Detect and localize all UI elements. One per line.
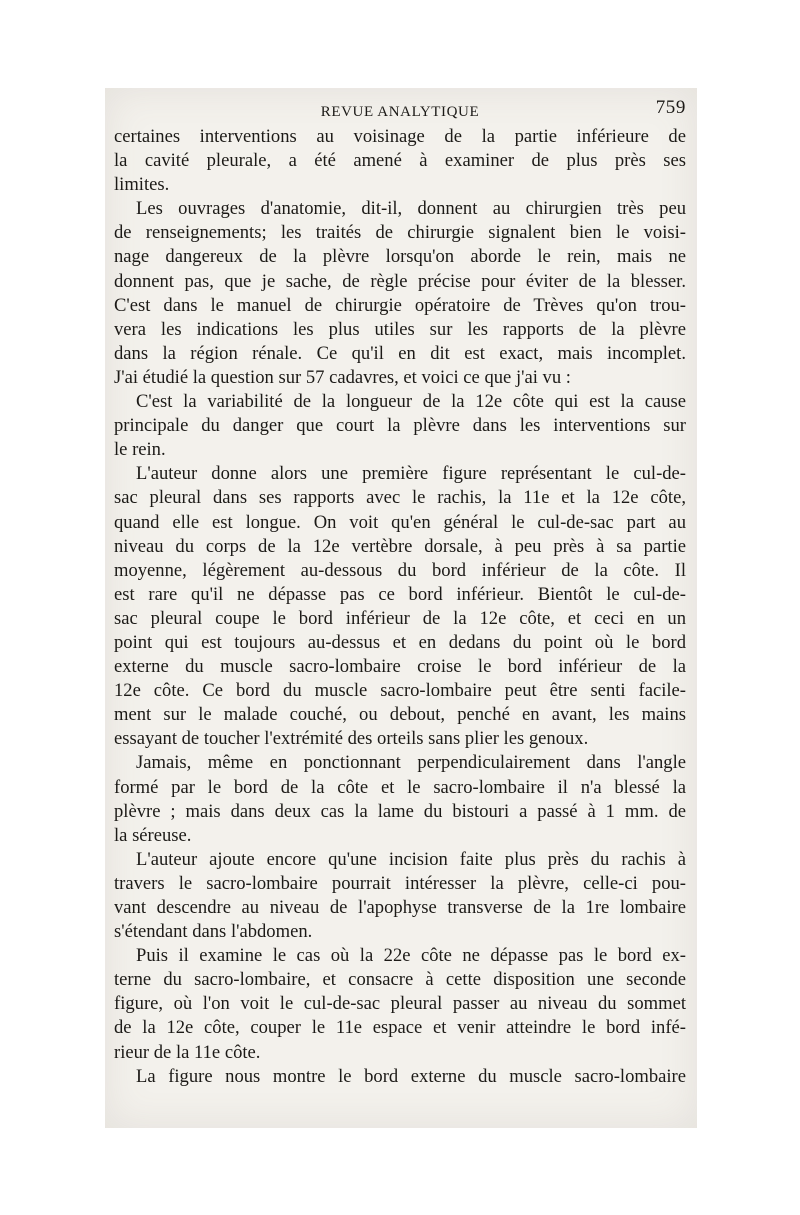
text-line: C'est dans le manuel de chirurgie opératoire de Trèves qu'on trou- [114,294,686,316]
text-line: dans la région rénale. Ce qu'il en dit est exact, mais incomplet. [114,342,686,364]
text-line: la séreuse. [114,824,192,846]
text-line: rieur de la 11e côte. [114,1041,261,1063]
text-line: de la 12e côte, couper le 11e espace et venir atteindre le bord infé- [114,1017,686,1039]
text-line: s'étendant dans l'abdomen. [114,921,313,943]
text-line: de renseignements; les traités de chirurgie signalent bien le voisi- [114,222,686,244]
page-text [114,92,686,1089]
text-line: J'ai étudié la question sur 57 cadavres, et voici ce que j'ai vu : [114,366,571,388]
text-line: sac pleural dans ses rapports avec le rachis, la 11e et la 12e côte, [114,487,686,509]
text-line: nage dangereux de la plèvre lorsqu'on aborde le rein, mais ne [114,246,686,268]
text-line: donnent pas, que je sache, de règle précise pour éviter de la blesser. [114,270,686,292]
text-line: quand elle est longue. On voit qu'en général le cul-de-sac part au [114,511,686,533]
text-line: travers le sacro-lombaire pourrait intéresser la plèvre, celle-ci pou- [114,872,686,894]
text-line: certaines interventions au voisinage de la partie inférieure de [114,126,686,147]
text-line: limites. [114,174,170,196]
text-line: formé par le bord de la côte et le sacro-lombaire il n'a blessé la [114,776,686,798]
text-line: L'auteur ajoute encore qu'une incision faite plus près du rachis à [136,848,686,870]
text-line: C'est la variabilité de la longueur de la 12e côte qui est la cause [136,391,686,413]
text-line: L'auteur donne alors une première figure représentant le cul-de- [136,463,686,485]
text-line: le rein. [114,439,166,461]
text-line: vant descendre au niveau de l'apophyse transverse de la 1re lombaire [114,897,686,918]
text-line: La figure nous montre le bord externe du muscle sacro-lombaire [136,1065,686,1087]
body-text [114,125,686,1089]
text-line: 12e côte. Ce bord du muscle sacro-lombaire peut être senti facile- [114,680,686,702]
text-line: essayant de toucher l'extrémité des orteils sans plier les genoux. [114,728,589,750]
text-line: principale du danger que court la plèvre dans les interventions sur [114,415,686,437]
text-line: terne du sacro-lombaire, et consacre à cette disposition une seconde [114,969,686,991]
text-line: Puis il examine le cas où la 22e côte ne dépasse pas le bord ex- [136,945,686,967]
text-line: externe du muscle sacro-lombaire croise le bord inférieur de la [114,656,686,678]
page-number: 759 [655,97,686,118]
text-line: vera les indications les plus utiles sur les rapports de la plèvre [114,318,686,340]
text-line: la cavité pleurale, a été amené à examiner de plus près ses [114,150,686,172]
text-line: sac pleural coupe le bord inférieur de la 12e côte, et ceci en un [114,607,686,629]
text-line: point qui est toujours au-dessus et en dedans du point où le bord [114,631,686,653]
text-line: ment sur le malade couché, ou debout, penché en avant, les mains [114,704,686,726]
running-title: REVUE ANALYTIQUE [320,104,480,120]
text-line: figure, où l'on voit le cul-de-sac pleural passer au niveau du sommet [114,993,686,1015]
text-line: moyenne, légèrement au-dessous du bord inférieur de la côte. Il [114,559,686,581]
running-header [114,92,686,125]
text-line: niveau du corps de la 12e vertèbre dorsale, à peu près à sa partie [114,535,686,557]
text-line: Jamais, même en ponctionnant perpendiculairement dans l'angle [136,752,686,774]
text-line: est rare qu'il ne dépasse pas ce bord inférieur. Bientôt le cul-de- [114,583,686,605]
text-line: Les ouvrages d'anatomie, dit-il, donnent au chirurgien très peu [136,198,686,220]
text-line: plèvre ; mais dans deux cas la lame du bistouri a passé à 1 mm. de [114,800,686,822]
